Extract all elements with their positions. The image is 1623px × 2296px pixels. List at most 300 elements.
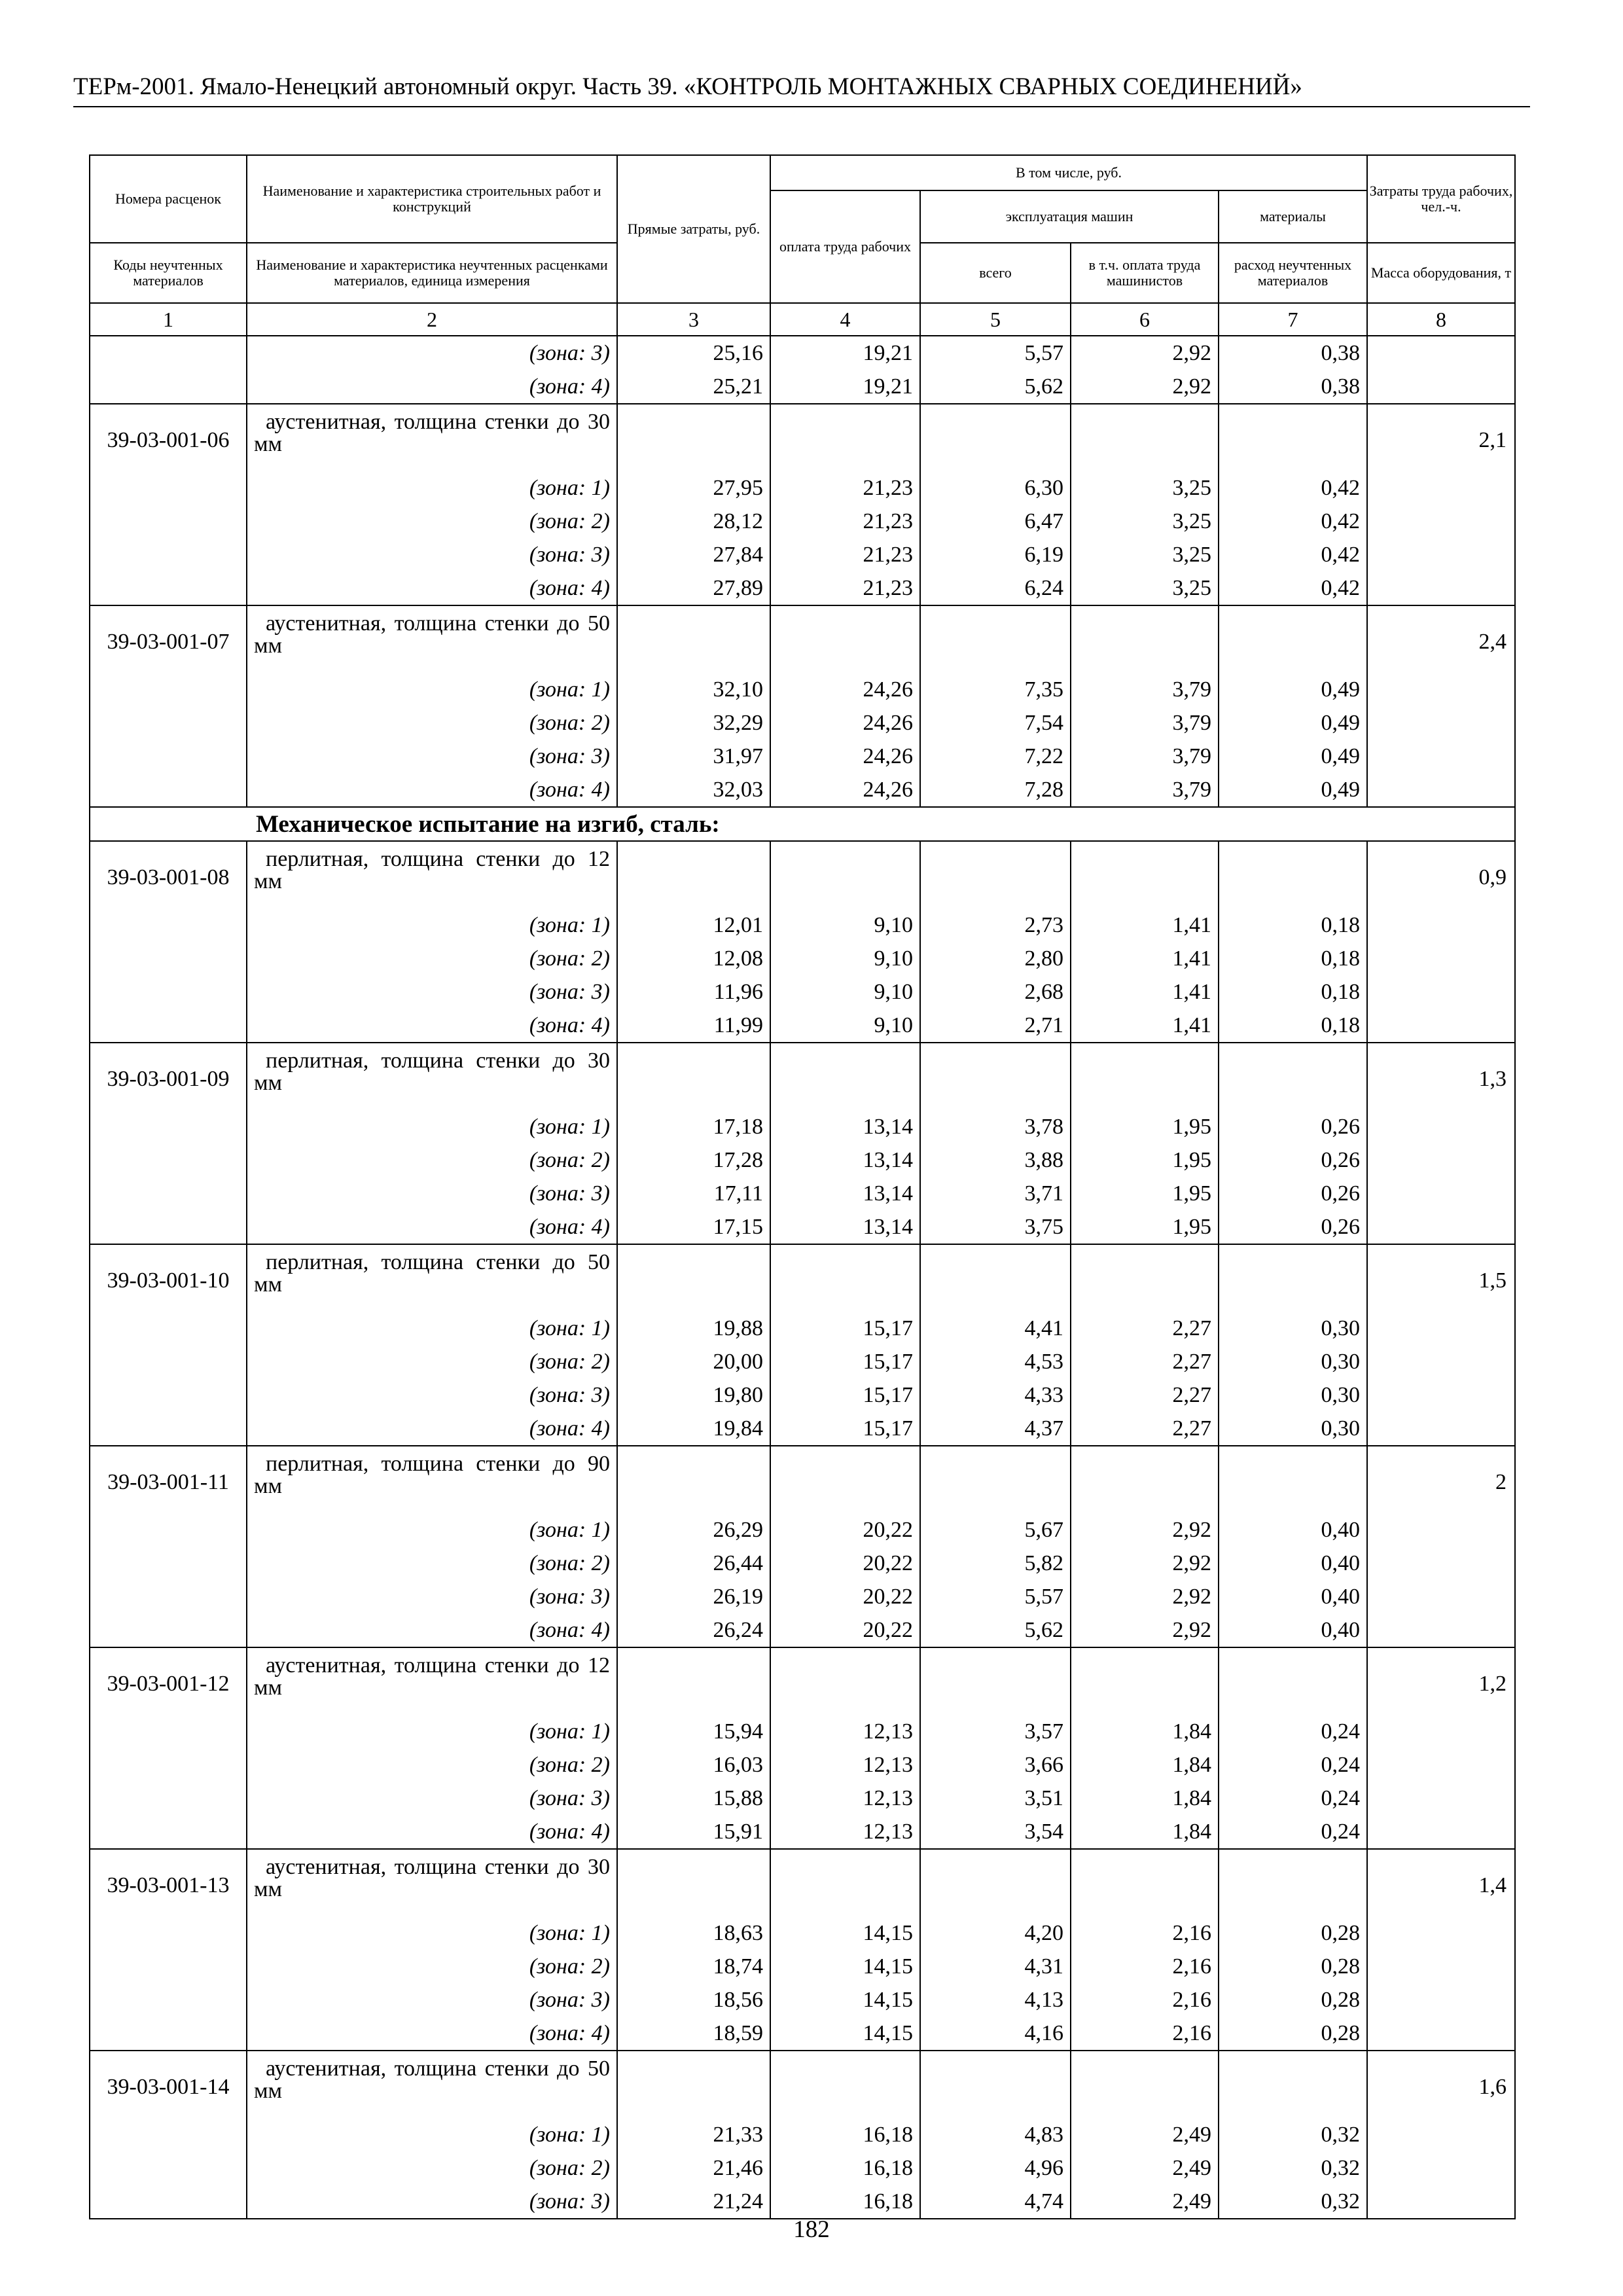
rate-row (90, 841, 1515, 1043)
column-number: 4 (770, 303, 920, 336)
direct-cost-value: 26,44 (713, 1551, 763, 1575)
direct-cost-cell (617, 1043, 770, 1244)
direct-cost-value: 18,63 (713, 1921, 763, 1945)
rate-code: 39-03-001-09 (107, 1067, 230, 1091)
labor-hours-cell (1367, 1244, 1515, 1446)
header-material-consumption: расход неучтенных материалов (1219, 243, 1367, 303)
machinist-pay-cell (1071, 1043, 1219, 1244)
spacer (777, 404, 913, 471)
direct-cost-value: 18,74 (713, 1954, 763, 1979)
machinist-pay-value: 3,25 (1172, 509, 1211, 533)
machines-total-cell (920, 1244, 1071, 1446)
labor-hours-value: 2,4 (1478, 630, 1507, 654)
labor-hours-cell (1367, 1446, 1515, 1647)
spacer (624, 404, 763, 471)
materials-cost-cell (1219, 1647, 1367, 1849)
zone-label: (зона: 3) (529, 2189, 610, 2214)
direct-cost-value: 31,97 (713, 744, 763, 768)
spacer (927, 1245, 1063, 1312)
spacer (1078, 1648, 1211, 1715)
machinist-pay-value: 1,41 (1172, 1013, 1211, 1037)
machinist-pay-value: 2,27 (1172, 1316, 1211, 1340)
worker-pay-value: 20,22 (863, 1618, 913, 1642)
column-number-row (90, 303, 1515, 336)
materials-cost-value: 0,40 (1321, 1585, 1361, 1609)
machinist-pay-value: 2,92 (1172, 1518, 1211, 1542)
work-description-cell (247, 1446, 617, 1647)
machines-total-value: 2,71 (1024, 1013, 1063, 1037)
worker-pay-value: 12,13 (863, 1719, 913, 1744)
machinist-pay-value: 2,16 (1172, 1921, 1211, 1945)
worker-pay-value: 15,17 (863, 1316, 913, 1340)
direct-cost-value: 15,94 (713, 1719, 763, 1744)
materials-cost-cell (1219, 841, 1367, 1043)
rate-code-cell (90, 2051, 247, 2219)
header-machines-total: всего (920, 243, 1071, 303)
machinist-pay-value: 3,25 (1172, 476, 1211, 500)
direct-cost-value: 18,56 (713, 1988, 763, 2012)
work-title: аустенитная, толщина стенки до 30 мм (254, 1855, 610, 1901)
machinist-pay-value: 2,92 (1172, 374, 1211, 399)
machines-total-value: 2,80 (1024, 946, 1063, 971)
machines-total-value: 5,67 (1024, 1518, 1063, 1542)
work-title: аустенитная, толщина стенки до 30 мм (254, 410, 610, 456)
machinist-pay-cell (1071, 336, 1219, 404)
labor-hours-cell (1367, 404, 1515, 605)
machines-total-value: 7,28 (1024, 778, 1063, 802)
machinist-pay-value: 1,84 (1172, 1786, 1211, 1810)
direct-cost-value: 17,28 (713, 1148, 763, 1172)
rate-code: 39-03-001-07 (107, 630, 230, 654)
machines-total-cell (920, 1647, 1071, 1849)
machinist-pay-value: 3,79 (1172, 778, 1211, 802)
zone-label: (зона: 1) (529, 913, 610, 937)
spacer (1226, 1850, 1360, 1916)
zone-label: (зона: 3) (529, 1988, 610, 2012)
direct-cost-value: 15,91 (713, 1820, 763, 1844)
machinist-pay-value: 1,84 (1172, 1820, 1211, 1844)
machines-total-cell (920, 1043, 1071, 1244)
header-rate-numbers: Номера расценок (90, 155, 247, 243)
materials-cost-value: 0,30 (1321, 1350, 1361, 1374)
rate-code-cell (90, 1849, 247, 2051)
spacer (1226, 606, 1360, 673)
materials-cost-value: 0,32 (1321, 2189, 1361, 2214)
zone-label: (зона: 3) (529, 980, 610, 1004)
rate-code: 39-03-001-13 (107, 1873, 230, 1897)
materials-cost-value: 0,38 (1321, 341, 1361, 365)
spacer (1226, 1245, 1360, 1312)
worker-pay-value: 24,26 (863, 711, 913, 735)
header-equipment-mass: Масса оборудования, т (1367, 243, 1515, 303)
header-material-codes: Коды неучтенных материалов (90, 243, 247, 303)
machines-total-value: 3,71 (1024, 1181, 1063, 1206)
labor-hours-cell (1367, 336, 1515, 404)
zone-label: (зона: 2) (529, 1148, 610, 1172)
machinist-pay-value: 3,25 (1172, 576, 1211, 600)
machines-total-cell (920, 605, 1071, 807)
machines-total-value: 6,24 (1024, 576, 1063, 600)
work-description-cell (247, 2051, 617, 2219)
materials-cost-value: 0,28 (1321, 2021, 1361, 2045)
header-direct-costs: Прямые затраты, руб. (617, 155, 770, 303)
direct-cost-cell (617, 841, 770, 1043)
zone-label: (зона: 1) (529, 476, 610, 500)
work-title: аустенитная, толщина стенки до 50 мм (254, 611, 610, 658)
direct-cost-cell (617, 1647, 770, 1849)
materials-cost-cell (1219, 605, 1367, 807)
machinist-pay-cell (1071, 1849, 1219, 2051)
spacer (1078, 2051, 1211, 2118)
direct-cost-value: 11,99 (713, 1013, 763, 1037)
rate-row (90, 605, 1515, 807)
rate-row (90, 1849, 1515, 2051)
direct-cost-value: 17,15 (713, 1215, 763, 1239)
zone-label: (зона: 3) (529, 341, 610, 365)
materials-cost-value: 0,26 (1321, 1115, 1361, 1139)
machines-total-value: 4,20 (1024, 1921, 1063, 1945)
spacer (1078, 404, 1211, 471)
direct-cost-value: 21,24 (713, 2189, 763, 2214)
machines-total-value: 5,57 (1024, 341, 1063, 365)
machines-total-value: 4,13 (1024, 1988, 1063, 2012)
direct-cost-value: 25,16 (713, 341, 763, 365)
direct-cost-value: 19,80 (713, 1383, 763, 1407)
labor-hours-value: 0,9 (1478, 865, 1507, 889)
machinist-pay-cell (1071, 404, 1219, 605)
column-number: 1 (90, 303, 247, 336)
machinist-pay-value: 1,41 (1172, 946, 1211, 971)
spacer (927, 1648, 1063, 1715)
spacer (927, 404, 1063, 471)
worker-pay-cell (770, 841, 920, 1043)
header-materials: материалы (1219, 190, 1367, 243)
spacer (777, 842, 913, 908)
worker-pay-value: 14,15 (863, 2021, 913, 2045)
materials-cost-value: 0,42 (1321, 576, 1361, 600)
worker-pay-value: 14,15 (863, 1988, 913, 2012)
spacer (1078, 1850, 1211, 1916)
header-divider (73, 106, 1530, 107)
rate-row (90, 1244, 1515, 1446)
machines-total-value: 4,74 (1024, 2189, 1063, 2214)
machines-total-value: 5,62 (1024, 374, 1063, 399)
machinist-pay-value: 1,84 (1172, 1719, 1211, 1744)
materials-cost-value: 0,42 (1321, 476, 1361, 500)
worker-pay-value: 20,22 (863, 1551, 913, 1575)
machines-total-cell (920, 1849, 1071, 2051)
worker-pay-value: 16,18 (863, 2189, 913, 2214)
machines-total-value: 3,78 (1024, 1115, 1063, 1139)
zone-label: (зона: 1) (529, 1719, 610, 1744)
worker-pay-value: 13,14 (863, 1181, 913, 1206)
worker-pay-value: 16,18 (863, 2156, 913, 2180)
labor-hours-value: 1,5 (1478, 1268, 1507, 1293)
section-title: Механическое испытание на изгиб, сталь: (90, 807, 1515, 841)
rate-code: 39-03-001-10 (107, 1268, 230, 1293)
zone-label: (зона: 2) (529, 1753, 610, 1777)
materials-cost-value: 0,24 (1321, 1786, 1361, 1810)
machines-total-value: 4,96 (1024, 2156, 1063, 2180)
header-including: В том числе, руб. (770, 155, 1367, 190)
machinist-pay-value: 1,41 (1172, 913, 1211, 937)
rate-code-cell (90, 1647, 247, 1849)
direct-cost-value: 19,84 (713, 1416, 763, 1441)
materials-cost-cell (1219, 336, 1367, 404)
zone-label: (зона: 2) (529, 1350, 610, 1374)
zone-label: (зона: 4) (529, 1416, 610, 1441)
materials-cost-value: 0,24 (1321, 1820, 1361, 1844)
worker-pay-value: 19,21 (863, 374, 913, 399)
machines-total-cell (920, 1446, 1071, 1647)
spacer (624, 1446, 763, 1513)
machinist-pay-value: 3,25 (1172, 543, 1211, 567)
spacer (1226, 842, 1360, 908)
worker-pay-value: 9,10 (874, 913, 913, 937)
worker-pay-cell (770, 1244, 920, 1446)
worker-pay-value: 20,22 (863, 1518, 913, 1542)
zone-label: (зона: 1) (529, 1115, 610, 1139)
machines-total-value: 5,82 (1024, 1551, 1063, 1575)
direct-cost-value: 18,59 (713, 2021, 763, 2045)
spacer (927, 1043, 1063, 1110)
materials-cost-value: 0,24 (1321, 1719, 1361, 1744)
worker-pay-value: 15,17 (863, 1383, 913, 1407)
machinist-pay-value: 1,95 (1172, 1148, 1211, 1172)
worker-pay-value: 24,26 (863, 677, 913, 702)
machinist-pay-value: 1,95 (1172, 1215, 1211, 1239)
machines-total-cell (920, 336, 1071, 404)
direct-cost-value: 25,21 (713, 374, 763, 399)
direct-cost-cell (617, 1446, 770, 1647)
direct-cost-cell (617, 404, 770, 605)
header-material-names: Наименование и характеристика неучтенных расценками материалов, единица измерения (247, 243, 617, 303)
machinist-pay-cell (1071, 1244, 1219, 1446)
machinist-pay-value: 2,16 (1172, 1954, 1211, 1979)
zone-label: (зона: 4) (529, 576, 610, 600)
column-number: 7 (1219, 303, 1367, 336)
machines-total-value: 2,68 (1024, 980, 1063, 1004)
labor-hours-value: 1,4 (1478, 1873, 1507, 1897)
spacer (1226, 1043, 1360, 1110)
worker-pay-value: 15,17 (863, 1416, 913, 1441)
materials-cost-value: 0,18 (1321, 913, 1361, 937)
labor-hours-cell (1367, 1647, 1515, 1849)
materials-cost-value: 0,18 (1321, 980, 1361, 1004)
labor-hours-value: 2,1 (1478, 428, 1507, 452)
worker-pay-value: 21,23 (863, 509, 913, 533)
spacer (1078, 1446, 1211, 1513)
machinist-pay-value: 2,49 (1172, 2123, 1211, 2147)
work-title: перлитная, толщина стенки до 50 мм (254, 1250, 610, 1297)
materials-cost-value: 0,40 (1321, 1618, 1361, 1642)
worker-pay-value: 15,17 (863, 1350, 913, 1374)
machines-total-value: 2,73 (1024, 913, 1063, 937)
zone-label: (зона: 2) (529, 2156, 610, 2180)
materials-cost-value: 0,32 (1321, 2156, 1361, 2180)
spacer (777, 1245, 913, 1312)
labor-hours-cell (1367, 605, 1515, 807)
spacer (927, 2051, 1063, 2118)
materials-cost-value: 0,26 (1321, 1148, 1361, 1172)
rate-row (90, 1043, 1515, 1244)
work-title: аустенитная, толщина стенки до 12 мм (254, 1653, 610, 1700)
zone-label: (зона: 1) (529, 677, 610, 702)
rate-code-cell (90, 404, 247, 605)
worker-pay-cell (770, 1647, 920, 1849)
header-labor-costs: Затраты труда рабочих, чел.-ч. (1367, 155, 1515, 243)
work-description-cell (247, 1244, 617, 1446)
machinist-pay-value: 2,16 (1172, 2021, 1211, 2045)
work-description-cell (247, 841, 617, 1043)
labor-hours-cell (1367, 1043, 1515, 1244)
rate-code: 39-03-001-11 (107, 1470, 229, 1494)
machines-total-value: 4,16 (1024, 2021, 1063, 2045)
zone-label: (зона: 3) (529, 1786, 610, 1810)
materials-cost-cell (1219, 1849, 1367, 2051)
worker-pay-value: 12,13 (863, 1786, 913, 1810)
rate-code: 39-03-001-08 (107, 865, 230, 889)
work-description-cell (247, 605, 617, 807)
materials-cost-value: 0,30 (1321, 1383, 1361, 1407)
machines-total-value: 4,31 (1024, 1954, 1063, 1979)
zone-label: (зона: 2) (529, 509, 610, 533)
zone-label: (зона: 4) (529, 778, 610, 802)
labor-hours-cell (1367, 841, 1515, 1043)
rate-code: 39-03-001-12 (107, 1672, 230, 1696)
spacer (1078, 606, 1211, 673)
machines-total-value: 6,19 (1024, 543, 1063, 567)
materials-cost-value: 0,18 (1321, 1013, 1361, 1037)
rate-code-cell (90, 1244, 247, 1446)
rate-row (90, 1647, 1515, 1849)
machinist-pay-value: 3,79 (1172, 711, 1211, 735)
spacer (777, 606, 913, 673)
rate-code: 39-03-001-14 (107, 2075, 230, 2099)
work-description-cell (247, 1849, 617, 2051)
machinist-pay-value: 1,95 (1172, 1115, 1211, 1139)
column-number: 8 (1367, 303, 1515, 336)
spacer (624, 1043, 763, 1110)
materials-cost-value: 0,28 (1321, 1954, 1361, 1979)
worker-pay-value: 9,10 (874, 946, 913, 971)
machinist-pay-value: 2,92 (1172, 1585, 1211, 1609)
direct-cost-value: 16,03 (713, 1753, 763, 1777)
machines-total-value: 6,30 (1024, 476, 1063, 500)
spacer (777, 1043, 913, 1110)
direct-cost-value: 27,89 (713, 576, 763, 600)
machinist-pay-cell (1071, 841, 1219, 1043)
machines-total-value: 3,57 (1024, 1719, 1063, 1744)
column-number: 5 (920, 303, 1071, 336)
machinist-pay-value: 2,49 (1172, 2156, 1211, 2180)
worker-pay-cell (770, 2051, 920, 2219)
direct-cost-value: 17,18 (713, 1115, 763, 1139)
materials-cost-value: 0,18 (1321, 946, 1361, 971)
machinist-pay-value: 1,41 (1172, 980, 1211, 1004)
section-heading-row (90, 807, 1515, 841)
header-machines: эксплуатация машин (920, 190, 1219, 243)
machines-total-value: 3,51 (1024, 1786, 1063, 1810)
zone-label: (зона: 2) (529, 1954, 610, 1979)
spacer (1078, 1245, 1211, 1312)
machinist-pay-value: 3,79 (1172, 744, 1211, 768)
machinist-pay-cell (1071, 2051, 1219, 2219)
rate-code-cell (90, 841, 247, 1043)
worker-pay-cell (770, 605, 920, 807)
materials-cost-cell (1219, 1043, 1367, 1244)
zone-label: (зона: 3) (529, 1383, 610, 1407)
worker-pay-value: 19,21 (863, 341, 913, 365)
worker-pay-value: 12,13 (863, 1820, 913, 1844)
worker-pay-value: 24,26 (863, 778, 913, 802)
spacer (927, 1850, 1063, 1916)
machines-total-value: 3,66 (1024, 1753, 1063, 1777)
rate-row (90, 2051, 1515, 2219)
materials-cost-cell (1219, 404, 1367, 605)
worker-pay-value: 21,23 (863, 576, 913, 600)
rate-code: 39-03-001-06 (107, 428, 230, 452)
spacer (1078, 842, 1211, 908)
column-number: 6 (1071, 303, 1219, 336)
spacer (1226, 1446, 1360, 1513)
page-header: ТЕРм-2001. Ямало-Ненецкий автономный округ. Часть 39. «КОНТРОЛЬ МОНТАЖНЫХ СВАРНЫХ СОЕДИНЕНИЙ» (73, 73, 1302, 100)
direct-cost-cell (617, 1849, 770, 2051)
machines-total-value: 7,54 (1024, 711, 1063, 735)
machines-total-value: 3,54 (1024, 1820, 1063, 1844)
materials-cost-value: 0,24 (1321, 1753, 1361, 1777)
work-title: перлитная, толщина стенки до 90 мм (254, 1452, 610, 1498)
spacer (927, 842, 1063, 908)
worker-pay-value: 9,10 (874, 1013, 913, 1037)
materials-cost-cell (1219, 1446, 1367, 1647)
direct-cost-value: 26,19 (713, 1585, 763, 1609)
worker-pay-value: 21,23 (863, 476, 913, 500)
machines-total-value: 4,33 (1024, 1383, 1063, 1407)
zone-label: (зона: 3) (529, 543, 610, 567)
direct-cost-value: 20,00 (713, 1350, 763, 1374)
machinist-pay-value: 2,92 (1172, 341, 1211, 365)
spacer (927, 606, 1063, 673)
rate-code-cell (90, 1043, 247, 1244)
machinist-pay-value: 3,79 (1172, 677, 1211, 702)
direct-cost-value: 17,11 (713, 1181, 763, 1206)
zone-label: (зона: 1) (529, 1316, 610, 1340)
machinist-pay-value: 1,95 (1172, 1181, 1211, 1206)
spacer (777, 1850, 913, 1916)
machinist-pay-value: 2,16 (1172, 1988, 1211, 2012)
materials-cost-value: 0,38 (1321, 374, 1361, 399)
zone-label: (зона: 2) (529, 711, 610, 735)
header-worker-pay: оплата труда рабочих (770, 190, 920, 303)
rate-code-cell (90, 605, 247, 807)
materials-cost-value: 0,28 (1321, 1921, 1361, 1945)
zone-label: (зона: 4) (529, 1618, 610, 1642)
zone-label: (зона: 3) (529, 1181, 610, 1206)
direct-cost-value: 26,29 (713, 1518, 763, 1542)
machines-total-cell (920, 2051, 1071, 2219)
machines-total-value: 4,41 (1024, 1316, 1063, 1340)
worker-pay-value: 13,14 (863, 1148, 913, 1172)
direct-cost-value: 12,08 (713, 946, 763, 971)
worker-pay-value: 24,26 (863, 744, 913, 768)
materials-cost-value: 0,30 (1321, 1416, 1361, 1441)
spacer (1226, 2051, 1360, 2118)
work-title: перлитная, толщина стенки до 12 мм (254, 847, 610, 893)
machines-total-value: 3,88 (1024, 1148, 1063, 1172)
materials-cost-cell (1219, 2051, 1367, 2219)
worker-pay-value: 14,15 (863, 1954, 913, 1979)
